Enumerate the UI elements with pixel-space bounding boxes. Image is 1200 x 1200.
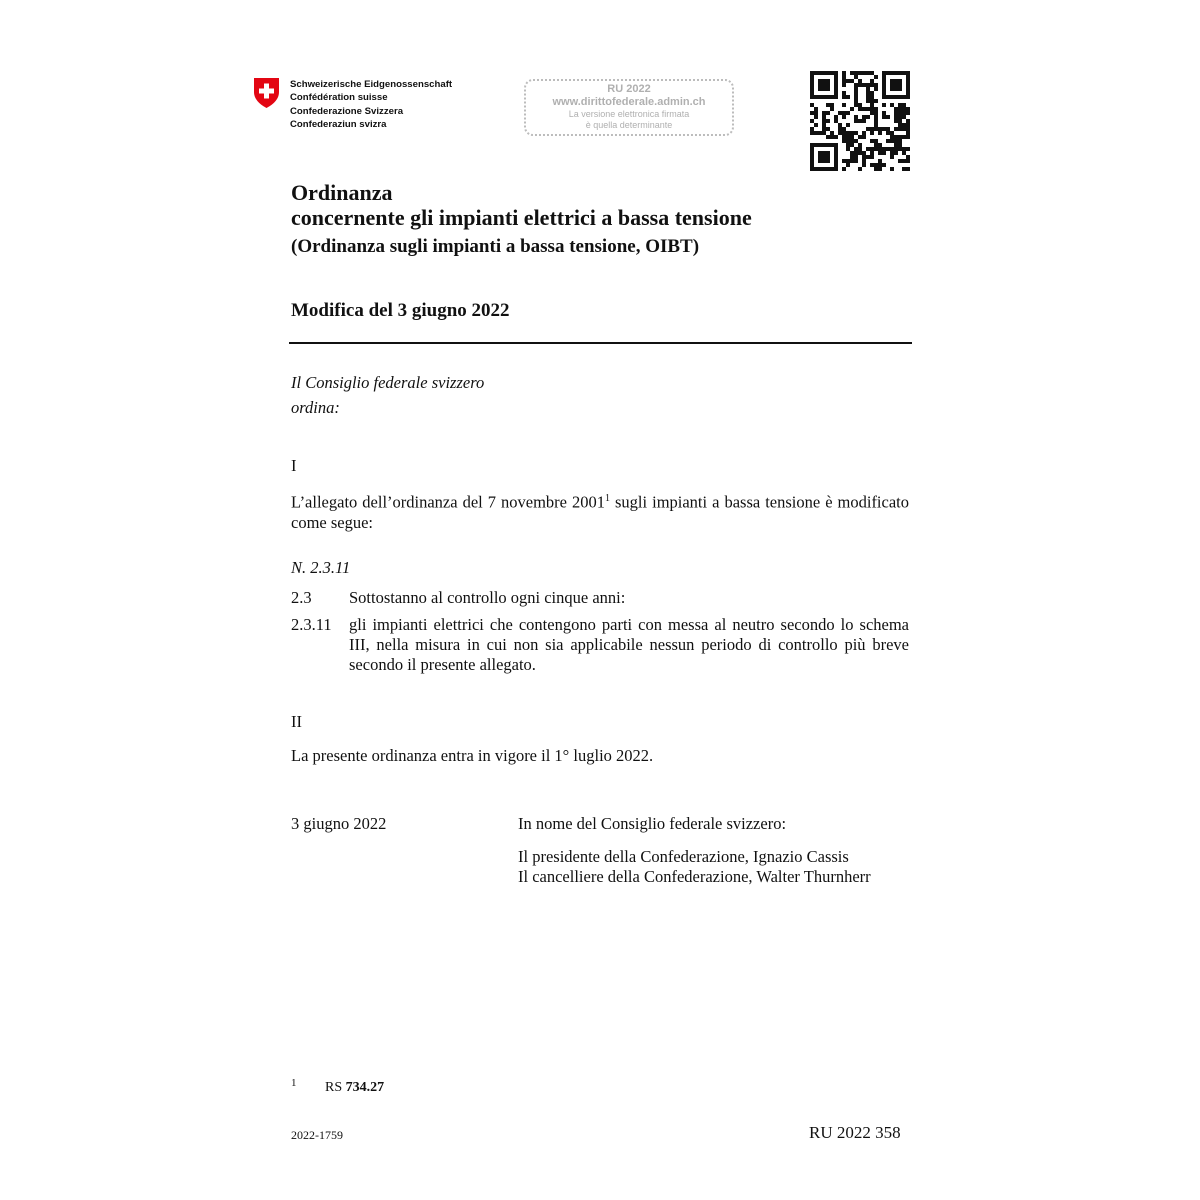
section-numeral: II [291,712,302,731]
preamble-ordains: ordina: [291,398,340,417]
stamp-line: è quella determinante [585,120,673,130]
footnote-ref: 734.27 [345,1080,385,1095]
agency-line: Confederaziun svizra [290,118,387,130]
row-number: 2.3 [291,588,312,607]
signature-date: 3 giugno 2022 [291,814,387,833]
stamp-line: La versione elettronica firmata [568,109,690,119]
electronic-version-stamp [524,79,734,136]
divider [289,342,912,344]
row-number: 2.3.11 [291,615,332,634]
intro-text: L’allegato dell’ordinanza del 7 novembre 2001 [291,492,605,512]
section-numeral: I [291,456,297,475]
agency-line: Confederazione Svizzera [290,105,404,117]
item-reference: N. 2.3.11 [291,558,351,577]
title-line: Ordinanza [291,180,393,205]
stamp-line: RU 2022 [607,83,651,95]
title-line: concernente gli impianti elettrici a bassa tensione [291,205,752,230]
signature-heading: In nome del Consiglio federale svizzero: [518,814,787,833]
signatories [518,847,871,887]
amendment-heading: Modifica del 3 giugno 2022 [291,300,510,321]
signatory-chancellor: Il cancelliere della Confederazione, Walter Thurnherr [518,867,871,886]
intro-text: sugli impianti a bassa tensione è modificato come segue: [291,492,909,532]
entry-into-force: La presente ordinanza entra in vigore il 1° luglio 2022. [291,746,654,765]
agency-line: Schweizerische Eidgenossenschaft [290,79,453,90]
document-title [291,180,752,230]
preamble-council: Il Consiglio federale svizzero [291,373,485,392]
stamp-url: www.dirittofederale.admin.ch [552,96,706,108]
swiss-crest-icon [253,77,280,109]
footnote-number: 1 [291,1077,297,1089]
footnote-mark: 1 [605,493,610,504]
qr-code-icon [810,71,910,171]
signatory-president: Il presidente della Confederazione, Ignazio Cassis [518,847,849,866]
document-subtitle: (Ordinanza sugli impianti a bassa tensione, OIBT) [291,236,700,257]
footnote-text [325,1080,384,1096]
footnote-prefix: RS [325,1080,346,1095]
row-text: Sottostanno al controllo ogni cinque anni: [349,588,626,607]
section-intro [291,489,909,533]
ru-reference: RU 2022 358 [809,1123,901,1142]
agency-names [290,78,452,131]
agency-line: Confédération suisse [290,92,388,104]
document-id: 2022-1759 [291,1128,343,1142]
row-text: gli impianti elettrici che contengono parti con messa al neutro secondo lo schema III, nella misura in cui non sia applicabile nessun periodo di controllo più breve secondo il presente allegato. [349,615,909,674]
